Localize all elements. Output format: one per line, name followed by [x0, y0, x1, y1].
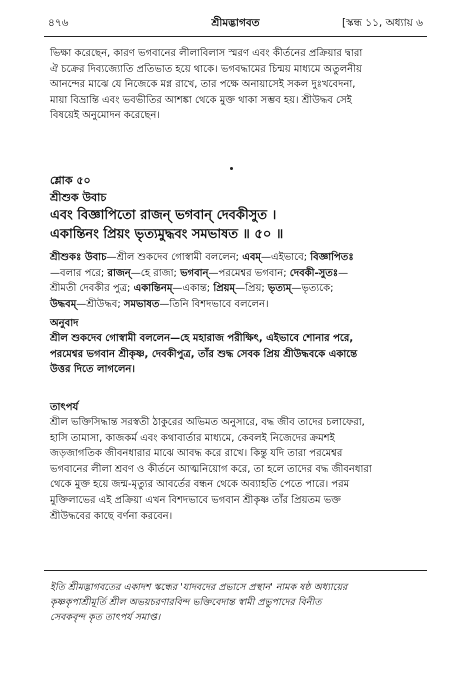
running-header [48, 16, 423, 32]
intro-paragraph [50, 46, 424, 124]
synonym-term: শ্রীশুকঃ উবাচ [50, 252, 107, 263]
synonym-term: একান্তিনম্ [133, 283, 173, 295]
text-line: বিষয়েই অনুমোদন করেছেন। [50, 110, 160, 122]
translation-line: শ্রীল শুকদেব গোস্বামী বললেন—হে মহারাজ পরীক্ষিৎ, এইভাবে শোনার পরে, [50, 333, 354, 344]
book-title: শ্রীমদ্ভাগবত [211, 17, 260, 29]
synonym-meaning: —একান্ত; [172, 283, 214, 295]
text-line: মায়া বিভ্রান্তি এবং ভবভীতির আশঙ্কা থেকে মুক্ত থাকা সম্ভব হয়। শ্রীউদ্ধব সেই [50, 94, 352, 106]
synonym-meaning: —পরমেশ্বর ভগবান; [208, 267, 290, 279]
text-line: ভিক্ষা করেছেন, কারণ ভগবানের লীলাবিলাস স্মরণ এবং কীর্তনের প্রক্রিয়ার দ্বারা [50, 48, 363, 59]
synonym-term: উদ্ধবম্ [50, 298, 77, 310]
purport-block [50, 400, 424, 524]
page-number: ৪৭৬ [48, 17, 69, 29]
verse-speaker: শ্রীশুক উবাচ [50, 191, 107, 204]
synonym-line [50, 266, 424, 282]
purport-line: জড়জাগতিক জীবনধারার মাঝে আবদ্ধ করে রাখে। কিন্তু যদি তারা পরমেশ্বর [50, 448, 343, 460]
purport-line: শ্রীল ভক্তিসিদ্ধান্ত সরস্বতী ঠাকুরের অভিমত অনুসারে, বদ্ধ জীব তাদের চলাফেরা, [50, 417, 365, 428]
text-line: ঐ চক্রের দিব্যজ্যোতি প্রতিভাত হয়ে থাকে। ভগবদ্ধামের চিন্ময় মাধ্যমে অতুলনীয় [50, 63, 362, 75]
synonym-term: রাজন্ [107, 267, 131, 279]
verse-line: একান্তিনং প্রিয়ং ভৃত্যমুদ্ধবং সমভাষত ॥ ৫০ ॥ [50, 227, 284, 242]
chapter-reference: [স্কন্ধ ১১, অধ্যায় ৬ [341, 17, 423, 29]
synonym-meaning: —বলার পরে; [50, 267, 108, 279]
synonym-term: এবম্ [242, 252, 261, 263]
synonym-meaning: —শ্রীউদ্ধব; [76, 298, 124, 310]
synonym-line [50, 297, 424, 313]
purport-heading: তাৎপর্য [50, 402, 79, 413]
purport-line: থেকে মুক্ত হয়ে জন্ম-মৃত্যুর আবর্তের বন্ধন থেকে অব্যাহতি পেতে পারে। পরম [50, 479, 350, 491]
purport-line: হাসি তামাসা, কাজকর্ম এবং কথাবার্তার মাধ্যমে, কেবলই নিজেদের ক্রমশই [50, 432, 335, 444]
verse-heading: শ্লোক ৫০ [50, 174, 91, 187]
colophon-line: কৃষ্ণকৃপাশ্রীমূর্তি শ্রীল অভয়চরণারবিন্দ ভক্তিবেদান্ত স্বামী প্রভুপাদের বিনীত [50, 597, 322, 608]
synonym-meaning: —এইভাবে; [260, 252, 311, 263]
synonym-term: ভগবান্ [180, 267, 209, 279]
colophon-line: ইতি শ্রীমদ্ভাগবতের একাদশ স্কন্ধের 'যাদবদের প্রভাসে প্রস্থান' নামক ষষ্ঠ অধ্যায়ের [50, 582, 348, 593]
purport-line: ভগবানের লীলা শ্রবণ ও কীর্তনে আত্মনিয়োগ করে, তা হলে তাদের বদ্ধ জীবনধারা [50, 463, 372, 475]
synonym-line [50, 281, 424, 297]
synonym-meaning: —তিনি বিশদভাবে বললেন। [159, 298, 269, 310]
synonym-meaning: —ভৃত্যকে; [291, 283, 334, 295]
text-line: আনন্দের মাঝে যে নিজেকে মগ্ন রাখে, তার পক্ষে অনায়াসেই সকল দুঃখবেদনা, [50, 79, 356, 91]
colophon-block [50, 580, 424, 625]
colophon-rule [44, 570, 427, 571]
synonym-term: বিজ্ঞাপিতঃ [310, 252, 354, 263]
synonyms-block [50, 250, 424, 312]
purport-line: শ্রীউদ্ধবের কাছে বর্ণনা করবেন। [50, 510, 173, 522]
synonym-meaning: —শ্রীল শুকদেব গোস্বামী বললেন; [106, 252, 243, 263]
separator-dot [230, 167, 233, 170]
synonym-line [50, 250, 424, 266]
translation-heading: অনুবাদ [50, 318, 79, 329]
synonym-meaning: শ্রীমতী দেবকীর পুত্র; [50, 283, 134, 295]
colophon-line: সেবকবৃন্দ কৃত তাৎপর্য সমাপ্ত। [50, 612, 161, 623]
synonym-meaning: —হে রাজা; [130, 267, 181, 279]
translation-block [50, 316, 424, 378]
synonym-term: দেবকী-সুতঃ [289, 267, 339, 279]
purport-line: মুক্তিলাভের এই প্রক্রিয়া এখন বিশদভাবে ভগবান শ্রীকৃষ্ণ তাঁর প্রিয়তম ভক্ত [50, 494, 341, 506]
synonym-term: প্রিয়ম্ [213, 283, 236, 295]
synonym-term: ভৃত্যম্ [267, 283, 292, 295]
header-rule [44, 36, 427, 37]
verse-block [50, 172, 424, 244]
synonym-meaning: — [338, 267, 349, 279]
synonym-meaning: —প্রিয়; [235, 283, 268, 295]
translation-line: পরমেশ্বর ভগবান শ্রীকৃষ্ণ, দেবকীপুত্র, তাঁর শুদ্ধ সেবক প্রিয় শ্রীউদ্ধবকে একান্তে [50, 348, 358, 360]
translation-line: উত্তর দিতে লাগলেন। [50, 364, 135, 376]
synonym-term: সমভাষত [123, 298, 160, 310]
verse-line: এবং বিজ্ঞাপিতো রাজন্ ভগবান্ দেবকীসুত । [50, 208, 277, 223]
